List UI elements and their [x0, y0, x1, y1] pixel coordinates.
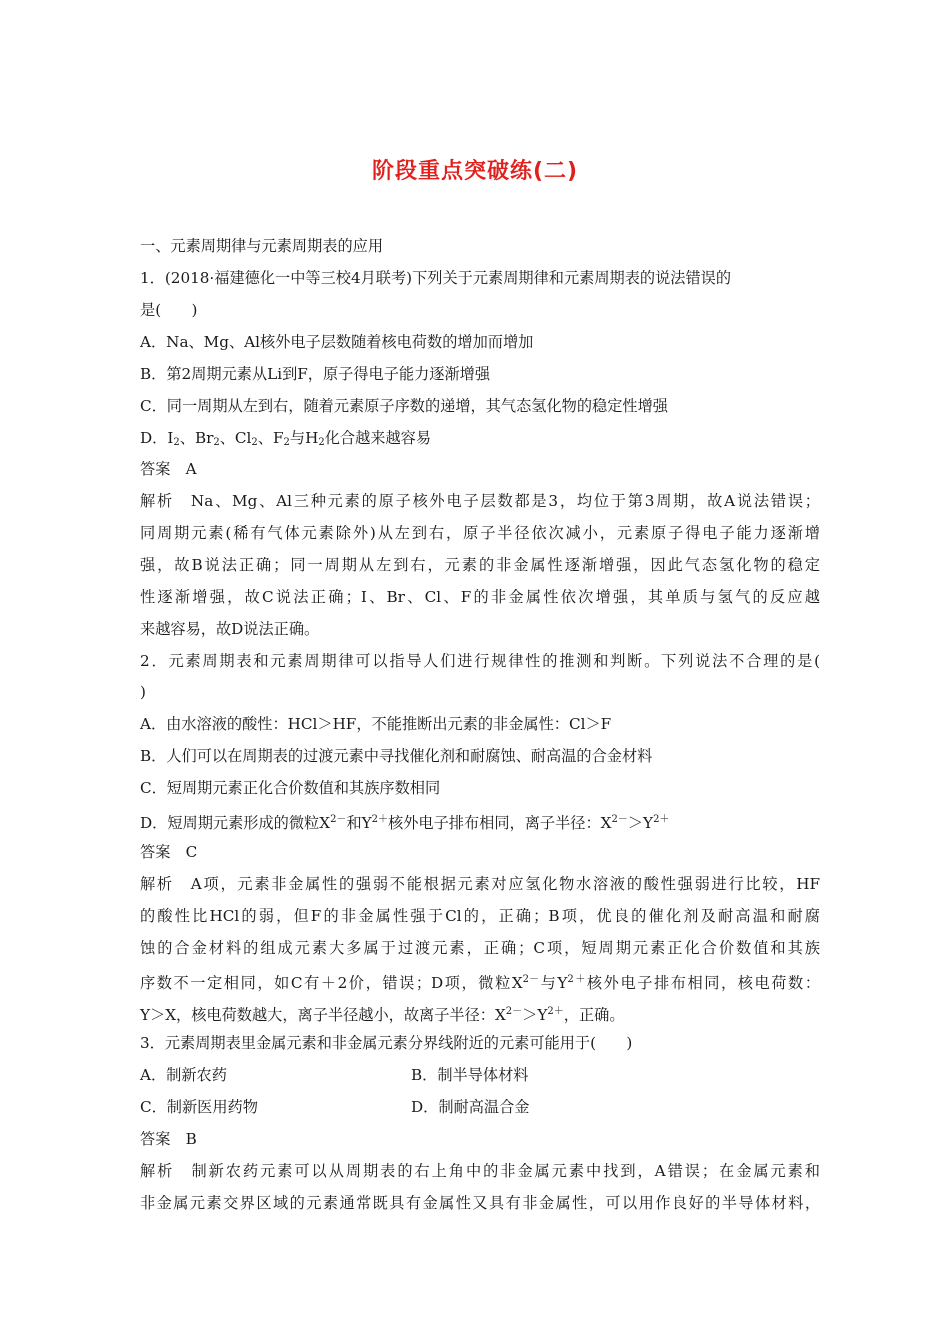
q2-option-b: B．人们可以在周期表的过渡元素中寻找催化剂和耐腐蚀、耐高温的合金材料 — [140, 747, 653, 765]
q2-option-a: A．由水溶液的酸性：HCl＞HF，不能推断出元素的非金属性：Cl＞F — [140, 715, 612, 733]
q1-option-b: B．第2周期元素从Li到F，原子得电子能力逐渐增强 — [140, 365, 491, 383]
q2-answer: 答案 C — [140, 843, 198, 861]
q1-answer: 答案 A — [140, 460, 197, 478]
q1-stem-line1: 1．(2018·福建德化一中等三校4月联考)下列关于元素周期律和元素周期表的说法错误的 — [140, 269, 732, 287]
page-title: 阶段重点突破练(二) — [371, 159, 579, 184]
q3-option-a: A．制新农药 — [140, 1066, 227, 1084]
q1-analysis-line: 解析 Na、Mg、Al三种元素的原子核外电子层数都是3，均位于第3周期，故A说法错误； — [140, 492, 820, 510]
q3-option-b: B．制半导体材料 — [411, 1066, 529, 1084]
q1-analysis-line: 强，故B说法正确；同一周期从左到右，元素的非金属性逐渐增强，因此气态氢化物的稳定 — [140, 556, 820, 574]
q2-analysis-line: 序数不一定相同，如C有＋2价，错误；D项，微粒$X^{2-}$与$Y^{2+}$核外电子排布相同，核电荷数： — [140, 974, 821, 992]
q3-stem: 3．元素周期表里金属元素和非金属元素分界线附近的元素可能用于( ) — [140, 1034, 633, 1052]
q2-analysis-line: 解析 A项，元素非金属性的强弱不能根据元素对应氢化物水溶液的酸性强弱进行比较，HF — [140, 875, 820, 893]
q3-answer: 答案 B — [140, 1130, 197, 1148]
q3-analysis-line: 解析 制新农药元素可以从周期表的右上角中的非金属元素中找到，A错误；在金属元素和 — [140, 1162, 820, 1180]
q3-option-d: D．制耐高温合金 — [411, 1098, 530, 1116]
q1-stem-line2: 是( ) — [140, 301, 198, 319]
q2-stem-line2: ) — [140, 683, 146, 701]
q2-stem-line1: 2．元素周期表和元素周期律可以指导人们进行规律性的推测和判断。下列说法不合理的是( — [140, 652, 820, 670]
q1-option-c: C．同一周期从左到右，随着元素原子序数的递增，其气态氢化物的稳定性增强 — [140, 397, 668, 415]
q1-analysis-line: 来越容易，故D说法正确。 — [140, 620, 320, 638]
q2-analysis-line: 蚀的合金材料的组成元素大多属于过渡元素，正确；C项，短周期元素正化合价数值和其族 — [140, 939, 820, 957]
q2-option-d: D．短周期元素形成的微粒$X^{2-}$和$Y^{2+}$核外电子排布相同，离子半径：$X^{2-}>Y^{2+}$ — [140, 814, 670, 832]
q2-analysis-line: 的酸性比HCl的弱，但F的非金属性强于Cl的，正确；B项，优良的催化剂及耐高温和耐腐 — [140, 907, 820, 925]
q1-analysis-line: 性逐渐增强，故C说法正确；I、Br、Cl、F的非金属性依次增强，其单质与氢气的反应越 — [140, 588, 820, 606]
q1-analysis-line: 同周期元素(稀有气体元素除外)从左到右，原子半径依次减小，元素原子得电子能力逐渐增 — [140, 524, 820, 542]
q2-analysis-line: Y＞X，核电荷数越大，离子半径越小，故离子半径：$X^{2-}>Y^{2+}$，正确。 — [140, 1006, 625, 1024]
q3-option-c: C．制新医用药物 — [140, 1098, 258, 1116]
q1-option-a: A．Na、Mg、Al核外电子层数随着核电荷数的增加而增加 — [140, 333, 534, 351]
q2-option-c: C．短周期元素正化合价数值和其族序数相同 — [140, 779, 441, 797]
q3-analysis-line: 非金属元素交界区域的元素通常既具有金属性又具有非金属性，可以用作良好的半导体材料， — [140, 1194, 820, 1212]
section-heading: 一、元素周期律与元素周期表的应用 — [140, 237, 383, 255]
q1-option-d: D．$I_2$、$Br_2$、$Cl_2$、$F_2$与$H_2$化合越来越容易 — [140, 429, 432, 448]
